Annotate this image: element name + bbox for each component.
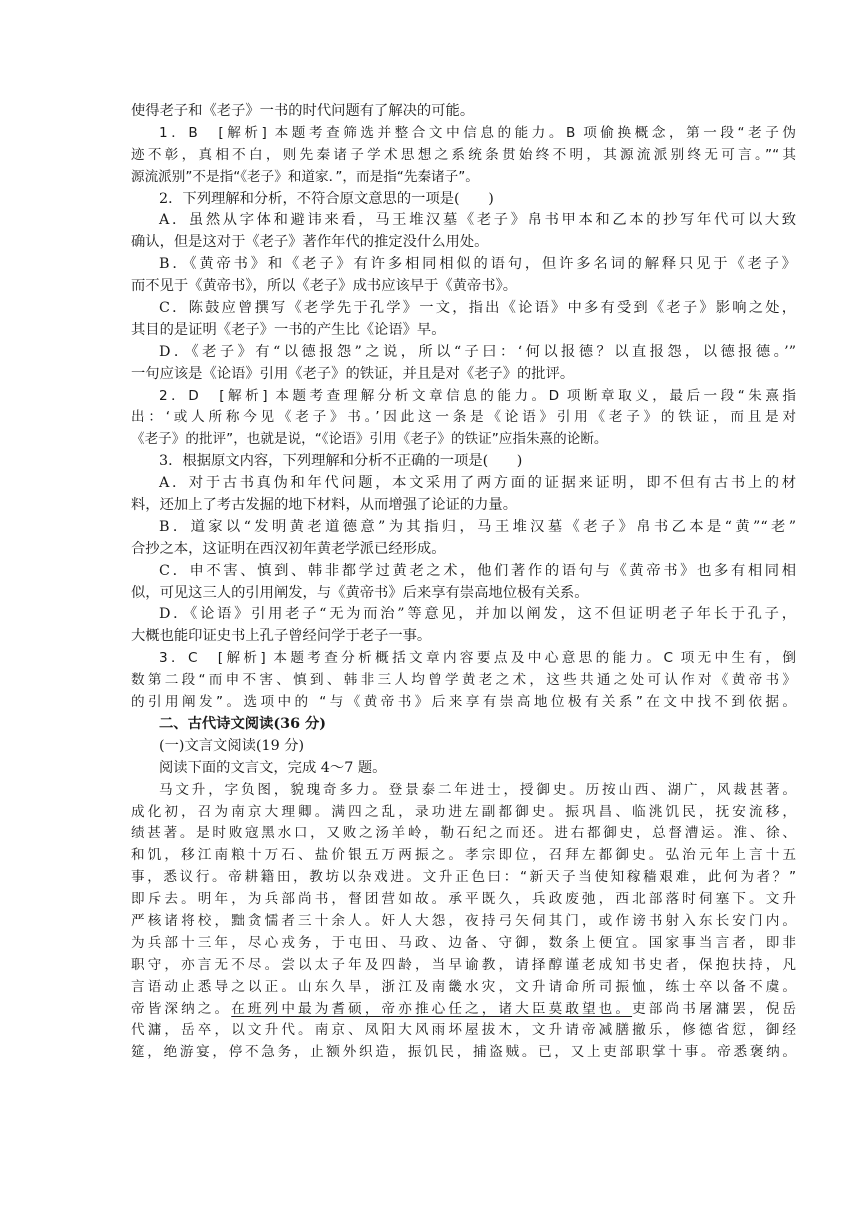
answer-line: 1．B [解析] 本题考查筛选并整合文中信息的能力。B 项偷换概念，第一段“老子伪 [159, 124, 796, 141]
passage-text: 吏部尚书屠滽罢，倪岳 [632, 1000, 796, 1017]
question-3 [131, 451, 796, 714]
question-stem: 3．根据原文内容，下列理解和分析不正确的一项是( ) [159, 453, 523, 470]
option-d-line: D．《论语》引用老子“无为而治”等意见，并加以阐发，这不但证明老子年长于孔子， [159, 606, 796, 623]
option-d-line: 大概也能印证史书上孔子曾经问学于老子一事。 [131, 628, 432, 645]
option-a-line: A．虽然从字体和避讳来看，马王堆汉墓《老子》帛书甲本和乙本的抄写年代可以大致 [159, 212, 796, 229]
option-d-line: 一句应该是《论语》引用《老子》的铁证，并且是对《老子》的批评。 [131, 365, 575, 382]
option-b-line: 而不见于《黄帝书》，所以《老子》成书应该早于《黄帝书》。 [131, 278, 518, 295]
passage-line: 绩甚著。是时败寇黑水口，又败之汤羊岭，勒石纪之而还。进右都御史，总督漕运。淮、徐、 [131, 825, 796, 842]
answer-line: 源流派别”不是指“《老子》和道家．”，而是指“先秦诸子”。 [131, 168, 479, 185]
section-title: 二、古代诗文阅读(36 分) [159, 715, 327, 732]
question-stem: 2．下列理解和分析，不符合原文意思的一项是( ) [159, 190, 494, 207]
answer-line: 出：‘或人所称今见《老子》书。’因此这一条是《论语》引用《老子》的铁证，而且是对 [131, 409, 796, 426]
passage-line-underlined [131, 999, 796, 1021]
option-b-line: B．道家以“发明黄老道德意”为其指归，马王堆汉墓《老子》帛书乙本是“黄”“老” [159, 518, 796, 535]
passage-line: 职守，亦言无不尽。尝以太子年及四龄，当早谕教，请择醇谨老成知书史者，保抱扶持，凡 [131, 956, 796, 973]
passage-line: 事，悉议行。帝耕籍田，教坊以杂戏进。文升正色曰：“新天子当使知稼穑艰难，此何为者？” [131, 869, 796, 886]
q1-answer [131, 123, 796, 189]
passage-line: 严核诸将校，黜贪懦者三十余人。奸人大怨，夜持弓矢伺其门，或作谤书射入东长安门内。 [131, 912, 796, 929]
answer-line: 《老子》的批评”，也就是说，“《论语》引用《老子》的铁证”应指朱熹的论断。 [131, 431, 608, 448]
question-2 [131, 189, 796, 452]
passage-line: 筵，绝游宴，停不急务，止额外织造，振饥民，捕盗贼。已，又上吏部职掌十事。帝悉褒纳。 [131, 1044, 796, 1061]
section-2-header [131, 714, 796, 780]
option-d-line: D．《老子》有“以德报怨”之说，所以“子曰：‘何以报德？以直报怨，以德报德。’” [159, 343, 796, 360]
option-c-line: C．陈鼓应曾撰写《老学先于孔学》一文，指出《论语》中多有受到《老子》影响之处， [159, 300, 796, 317]
passage-line: 马文升，字负图，貌瑰奇多力。登景泰二年进士，授御史。历按山西、湖广，风裁甚著。 [159, 781, 796, 798]
option-c-line: 其目的是证明《老子》一书的产生比《论语》早。 [131, 321, 446, 338]
section-instruction: 阅读下面的文言文，完成 4～7 题。 [159, 759, 387, 776]
option-c-line: C．申不害、慎到、韩非都学过黄老之术，他们著作的语句与《黄帝书》也多有相同相 [159, 562, 796, 579]
passage-text: 帝皆深纳之。 [131, 1000, 232, 1017]
classical-passage [131, 780, 796, 1065]
option-c-line: 似，可见这三人的引用阐发，与《黄帝书》后来享有崇高地位极有关系。 [131, 584, 589, 601]
passage-line: 和饥，移江南粮十万石、盐价银五万两振之。孝宗即位，召拜左都御史。弘治元年上言十五 [131, 847, 796, 864]
option-b-line: 合抄之本，这证明在西汉初年黄老学派已经形成。 [131, 540, 446, 557]
answer-line: 2．D [解析] 本题考查理解分析文章信息的能力。D 项断章取义，最后一段“朱熹指 [159, 387, 796, 404]
passage-line: 代滽，岳卒，以文升代。南京、凤阳大风雨坏屋拔木，文升请帝减膳撤乐，修德省愆，御经 [131, 1022, 796, 1039]
option-b-line: B．《黄帝书》和《老子》有许多相同相似的语句，但许多名词的解释只见于《老子》 [159, 256, 796, 273]
answer-line: 的引用阐发”。选项中的 “与《黄帝书》后来享有崇高地位极有关系”在文中找不到依据。 [131, 694, 796, 711]
answer-line: 数第二段“而申不害、慎到、韩非三人均曾学黄老之术，这些共通之处可认作对《黄帝书》 [131, 672, 796, 689]
section-subtitle: (一)文言文阅读(19 分) [159, 737, 305, 754]
option-a-line: 确认，但是这对于《老子》著作年代的推定没什么用处。 [131, 234, 489, 251]
passage-line: 即斥去。明年，为兵部尚书，督团营如故。承平既久，兵政废弛，西北部落时伺塞下。文升 [131, 891, 796, 908]
option-a-line: 料，还加上了考古发掘的地下材料，从而增强了论证的力量。 [131, 497, 518, 514]
answer-line: 3．C [解析] 本题考查分析概括文章内容要点及中心意思的能力。C 项无中生有，倒 [159, 650, 796, 667]
underlined-sentence: 在班列中最为耆硕，帝亦推心任之，诸大臣莫敢望也。 [231, 1000, 633, 1017]
passage-line: 为兵部十三年，尽心戎务，于屯田、马政、边备、守御，数条上便宜。国家事当言者，即非 [131, 934, 796, 951]
passage-line: 言语动止悉导之以正。山东久旱，浙江及南畿水灾，文升请命所司振恤，练士卒以备不虞。 [131, 978, 796, 995]
passage-line: 成化初，召为南京大理卿。满四之乱，录功进左副都御史。振巩昌、临洮饥民，抚安流移， [131, 803, 796, 820]
option-a-line: A．对于古书真伪和年代问题，本文采用了两方面的证据来证明，即不但有古书上的材 [159, 475, 796, 492]
answer-line: 迹不彰，真相不白，则先秦诸子学术思想之系统条贯始终不明，其源流派别终无可言。”“其 [131, 146, 796, 163]
intro-line: 使得老子和《老子》一书的时代问题有了解决的可能。 [131, 103, 475, 119]
